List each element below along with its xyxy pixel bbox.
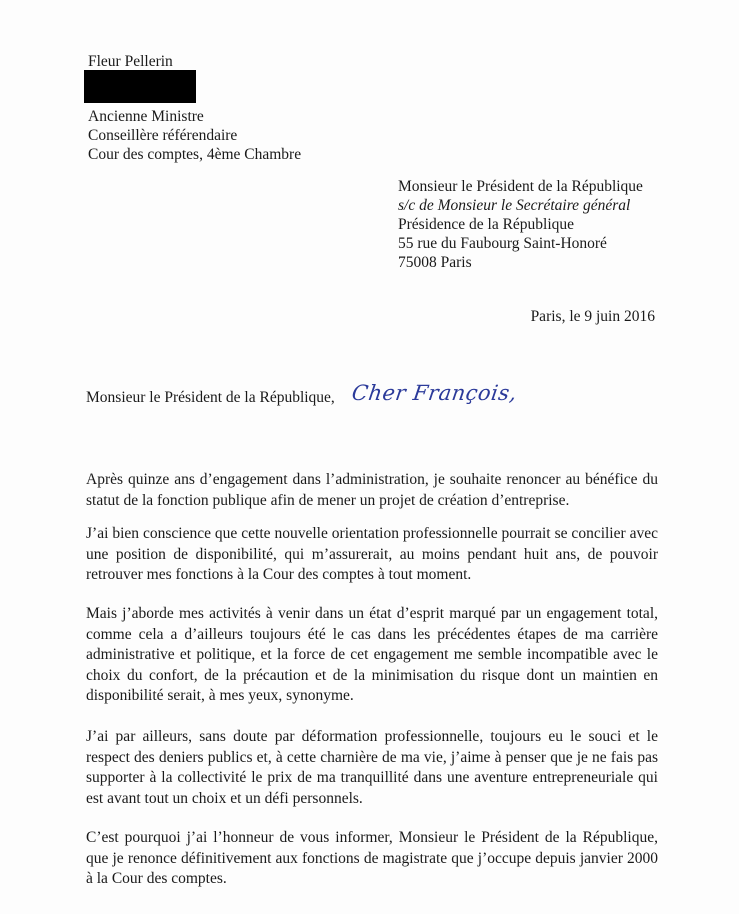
body-paragraph-2: J’ai bien conscience que cette nouvelle orientation professionnelle pourrait se concilier avec une position de disponibilité, qui m’assurerait, au moins pendant huit ans, de pouvoir retrouver mes fonctions à la Cour des comptes à tout moment. [86, 525, 658, 583]
recipient-line-4: 55 rue du Faubourg Saint-Honoré [398, 235, 607, 252]
sender-title-2: Conseillère référendaire [88, 127, 238, 144]
sender-name: Fleur Pellerin [88, 53, 173, 70]
redaction-bar [84, 70, 196, 103]
recipient-line-5: 75008 Paris [398, 254, 472, 271]
recipient-line-1: Monsieur le Président de la République [398, 178, 643, 195]
recipient-line-2: s/c de Monsieur le Secrétaire général [398, 197, 631, 214]
body-paragraph-1: Après quinze ans d’engagement dans l’administration, je souhaite renoncer au bénéfice du statut de la fonction publique afin de mener un projet de création d’entreprise. [86, 471, 658, 509]
body-paragraph-4: J’ai par ailleurs, sans doute par déformation professionnelle, toujours eu le souci et le respect des deniers publics et, à cette charnière de ma vie, j’aime à penser que je ne fais pas supporter à la collectivité le prix de ma tranquillité dans une aventure entrepreneuriale qui est avant tout un choix et un défi personnels. [86, 728, 658, 807]
sender-title-3: Cour des comptes, 4ème Chambre [88, 146, 302, 163]
body-paragraph-3: Mais j’aborde mes activités à venir dans un état d’esprit marqué par un engagement total, comme cela a d’ailleurs toujours été le cas dans les précédentes étapes de ma carrière administrative et politique, et la force de cet engagement me semble incompatible avec le choix du confort, de la précaution et de la minimisation du risque dont un maintien en disponibilité serait, à mes yeux, synonyme. [86, 605, 658, 704]
recipient-line-3: Présidence de la République [398, 216, 575, 233]
sender-title-1: Ancienne Ministre [88, 108, 204, 125]
salutation: Monsieur le Président de la République, [86, 389, 335, 406]
handwritten-note: Cher François, [350, 381, 519, 405]
body-paragraph-5: C’est pourquoi j’ai l’honneur de vous informer, Monsieur le Président de la République, que je renonce définitivement aux fonctions de magistrate que j’occupe depuis janvier 2000 à la Cour des comptes. [86, 829, 658, 887]
letter-date: Paris, le 9 juin 2016 [530, 308, 655, 325]
